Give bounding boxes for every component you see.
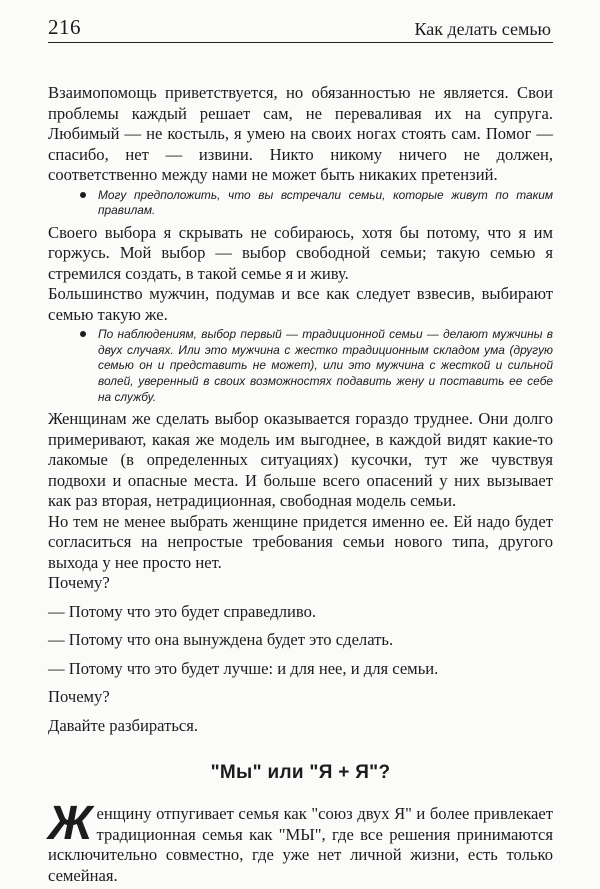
paragraph: Большинство мужчин, подумав и все как следует взвесив, выбирают семью такую же. (48, 284, 553, 324)
page-number: 216 (48, 15, 81, 39)
question-line: Почему? (48, 687, 110, 707)
section-heading: "Мы" или "Я + Я"? (210, 762, 391, 784)
bullet-dot-icon (80, 192, 86, 198)
paragraph-text: енщину отпугивает семья как "союз двух Я" и более привлекает традиционная семья как "МЫ", где все решения принимаются исключительно совместно, где уже нет личной жизни, есть только семейная. (48, 804, 553, 885)
book-page (48, 14, 553, 886)
aside-text: По наблюдениям, выбор первый — традиционной семьи — делают мужчины в двух случаях. Или это мужчина с жестко традиционным складом ума (другую семью он и представить не может), или это мужчина с жесткой и сильной волей, уверенный в своих возможностях подавить жену и поставить ее себе на службу. (98, 327, 553, 404)
answer-line: — Потому что это будет справедливо. (48, 601, 317, 621)
paragraph: Женщинам же сделать выбор оказывается гораздо труднее. Они долго примеривают, какая же модель им выгоднее, в каждой видят какие-то лакомые (в определенных ситуациях) кусочки, тут же чувствуя подвохи и опасные места. И больше всего опасений у них вызывает как раз вторая, нетрадиционная, свободная модель семьи. (48, 409, 553, 511)
paragraph: Но тем не менее выбрать женщине придется именно ее. Ей надо будет согласиться на непростые требования семьи нового типа, другого выхода у нее просто нет. (48, 511, 553, 572)
paragraph: Своего выбора я скрывать не собираюсь, хотя бы потому, что я им горжусь. Мой выбор — выбор свободной семьи; такую семью я стремился создать, в такой семье я и живу. (48, 222, 553, 283)
body-text (48, 83, 553, 886)
answer-line: — Потому что она вынуждена будет это сделать. (48, 630, 394, 650)
aside-text: Могу предположить, что вы встречали семьи, которые живут по таким правилам. (98, 187, 553, 218)
paragraph: Взаимопомощь приветствуется, но обязанностью не является. Свои проблемы каждый решает сам, не переваливая их на супруга. Любимый — не костыль, я умею на своих ногах стоять сам. Помог — спасибо, нет — извини. Никто никому ничего не должен, соответственно между нами не может быть никаких претензий. (48, 83, 553, 184)
question-line: Почему? (48, 573, 110, 593)
author-aside (48, 188, 553, 219)
author-aside (48, 327, 553, 405)
paragraph: Давайте разбираться. (48, 715, 199, 735)
running-header (48, 14, 553, 43)
running-title: Как делать семью (414, 19, 551, 39)
section-first-paragraph (48, 797, 553, 886)
drop-cap: Ж (48, 797, 93, 851)
answer-line: — Потому что это будет лучше: и для нее, и для семьи. (48, 658, 439, 678)
